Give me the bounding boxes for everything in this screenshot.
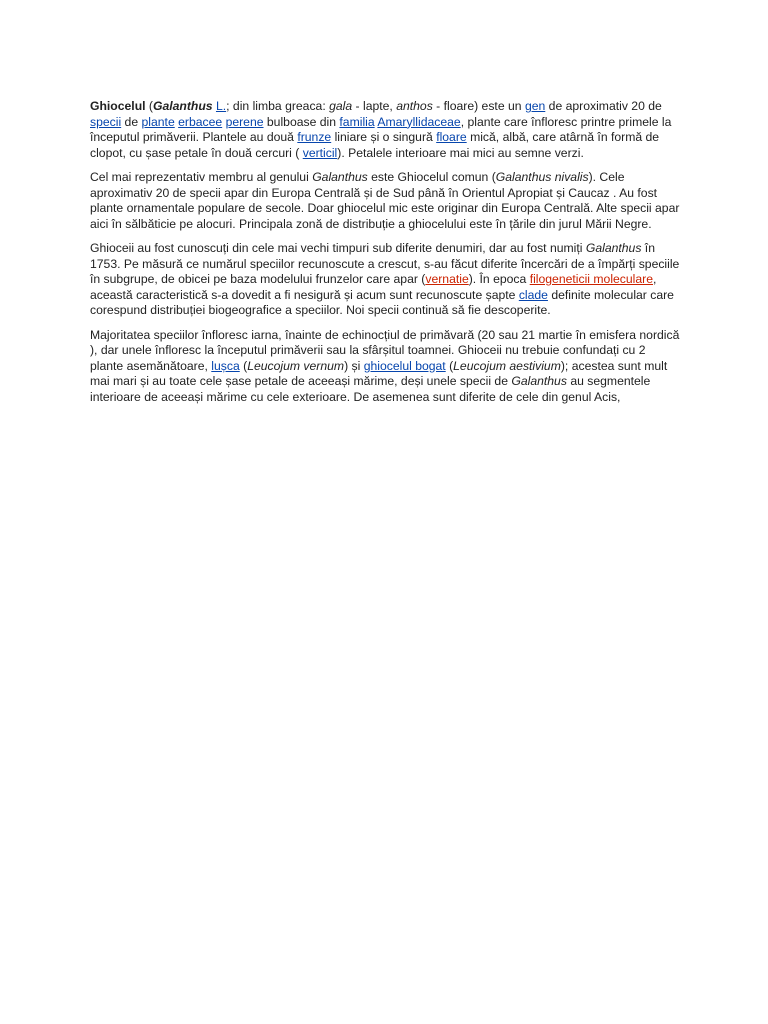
text-run: definite molecular care corespund distribuției biogeografice a speciilor. Noi specii continuă să fie descoperite. <box>90 287 674 317</box>
text-run: ). Petalele interioare mai mici au semne verzi. <box>337 145 584 160</box>
text-run: bulboase din <box>263 114 340 129</box>
paragraph-flowering <box>90 328 680 406</box>
text-run: Ghioceii au fost cunoscuți din cele mai vechi timpuri sub diferite denumiri, dar au fost numiți <box>90 241 586 255</box>
italic-term: Galanthus <box>312 170 368 184</box>
link-ghiocelul-bogat[interactable]: ghiocelul bogat <box>363 358 446 373</box>
paragraph-intro <box>90 99 680 161</box>
text-run: ); acestea sunt mult mai mari și au toate cele șase petale de aceeași mărime, deși unele specii de <box>90 358 668 388</box>
text-run: , această caracteristică s-a dovedit a fi nesigură și acum sunt recunoscute șapte <box>90 272 657 302</box>
italic-term: Leucojum aestivium <box>453 358 561 373</box>
text-run: - floare) este un <box>432 99 525 113</box>
link-erbacee[interactable]: erbacee <box>178 114 223 129</box>
link-familia[interactable]: familia <box>339 114 375 129</box>
italic-term: Galanthus <box>511 374 567 388</box>
text-run: liniare și o singură <box>331 130 437 144</box>
link-lusca[interactable]: lușca <box>211 358 240 373</box>
text-run: este Ghiocelul comun ( <box>367 170 496 184</box>
text-run: ). În epoca <box>468 272 530 286</box>
italic-term: gala <box>329 99 353 113</box>
link-l[interactable]: L. <box>215 99 227 113</box>
italic-term: Galanthus nivalis <box>495 170 589 184</box>
link-specii[interactable]: specii <box>90 114 122 129</box>
italic-term: anthos <box>396 99 433 113</box>
text-run: au segmentele interioare de aceeași mărime cu cele exterioare. De asemenea sunt diferite de cele din genul Acis, <box>90 374 651 404</box>
link-verticil[interactable]: verticil <box>302 145 338 160</box>
paragraph-species <box>90 170 680 232</box>
text-run: Cel mai reprezentativ membru al genului <box>90 170 313 184</box>
text-run: , plante care înfloresc printre primele la începutul primăverii. Plantele au două <box>90 114 672 144</box>
paragraph-history <box>90 241 680 319</box>
text-run: - lapte, <box>352 99 397 113</box>
text-run: Majoritatea speciilor înfloresc iarna, înainte de echinocțiul de primăvară (20 sau 21 martie în emisfera nordică ), dar unele înfloresc la începutul primăverii sau la sfârșitul toamnei. Ghioceii nu trebuie confundați cu 2 plante asemănătoare, <box>90 327 680 373</box>
link-clade[interactable]: clade <box>518 287 548 302</box>
text-run: ( <box>445 358 454 373</box>
article-body <box>90 99 680 414</box>
text-run: mică, albă, care atârnă în formă de clopot, cu șase petale în două cercuri ( <box>90 130 660 160</box>
link-floare[interactable]: floare <box>436 130 467 144</box>
text-run: de <box>121 114 142 129</box>
bold-term: Ghiocelul <box>90 99 146 113</box>
text-run: ) și <box>344 358 364 373</box>
link-perene[interactable]: perene <box>225 114 264 129</box>
link-vernatie[interactable]: vernatie <box>425 272 469 286</box>
italic-term: Leucojum vernum <box>247 358 345 373</box>
text-run: ). Cele aproximativ 20 de specii apar din Europa Centrală și de Sud până în Orientul Apropiat și Caucaz . Au fost plante ornamentale populare de secole. Doar ghiocelul mic este originar din Europa Centrală. Alte specii apar aici în sălbăticie pe alocuri. Principala zonă de distribuție a ghiocelului este în țările din jurul Mării Negre. <box>90 170 680 231</box>
link-filogeneticii-moleculare[interactable]: filogeneticii moleculare <box>529 272 653 286</box>
italic-term <box>153 99 213 113</box>
link-gen[interactable]: gen <box>524 99 546 113</box>
bold-italic-term: Galanthus <box>152 99 213 113</box>
link-frunze[interactable]: frunze <box>297 130 332 144</box>
text-run: ( <box>239 358 248 373</box>
link-amaryllidaceae[interactable]: Amaryllidaceae <box>377 114 461 129</box>
italic-term: Galanthus <box>585 241 642 255</box>
text-run: ( <box>145 99 153 113</box>
text-run: de aproximativ 20 de <box>545 99 662 113</box>
text-run: în 1753. Pe măsură ce numărul speciilor recunoscute a crescut, s-au făcut diferite încercări de a împărți speciile în subgrupe, de obicei pe baza modelului frunzelor care apar ( <box>90 241 680 286</box>
link-plante[interactable]: plante <box>141 114 175 129</box>
text-run: ; din limba greaca: <box>226 99 330 113</box>
